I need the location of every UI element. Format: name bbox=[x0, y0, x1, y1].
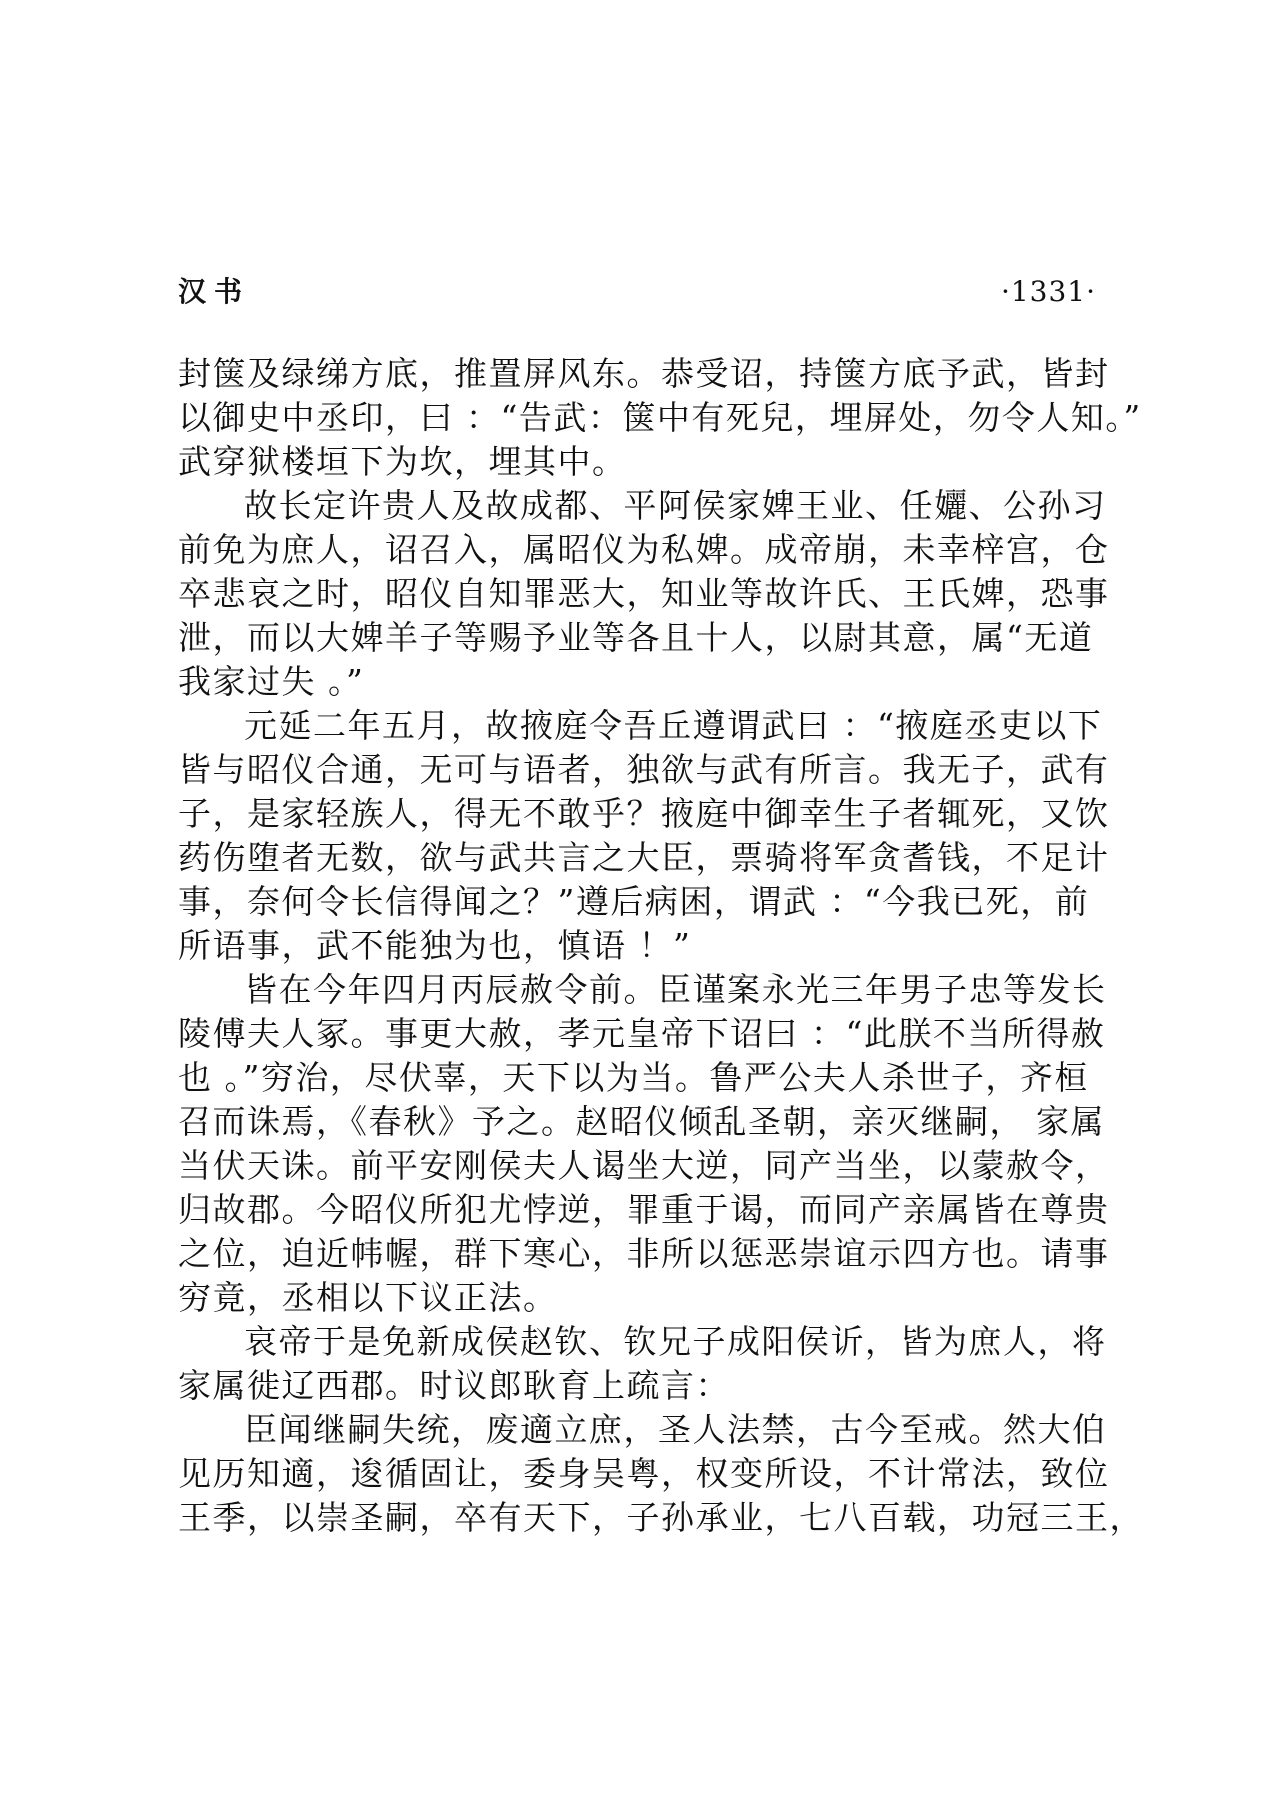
text-line: 臣闻继嗣失统，废適立庶，圣人法禁，古今至戒。然大伯 bbox=[244, 1410, 1107, 1449]
text-body bbox=[178, 352, 1144, 1540]
text-line: 前免为庶人，诏召入，属昭仪为私婢。成帝崩，未幸梓宫，仓 bbox=[178, 530, 1110, 569]
page-number: ·1331· bbox=[1000, 275, 1096, 308]
text-line: 卒悲哀之时，昭仪自知罪恶大，知业等故许氏、王氏婢，恐事 bbox=[178, 574, 1110, 613]
text-line: 皆与昭仪合通，无可与语者，独欲与武有所言。我无子，武有 bbox=[178, 750, 1110, 789]
text-line: 见历知適，逡循固让，委身吴粤，权变所设，不计常法，致位 bbox=[178, 1454, 1110, 1493]
text-line: 药伤堕者无数，欲与武共言之大臣，票骑将军贪耆钱，不足计 bbox=[178, 838, 1110, 877]
book-title: 汉书 bbox=[178, 275, 251, 308]
text-line: 以御史中丞印，曰 ：“告武：箧中有死兒，埋屏处，勿令人知。” bbox=[178, 398, 1142, 437]
text-line: 封箧及绿绨方底，推置屏风东。恭受诏，持箧方底予武，皆封 bbox=[178, 354, 1110, 393]
text-line: 也 。”穷治，尽伏辜，天下以为当。鲁严公夫人杀世子，齐桓 bbox=[178, 1058, 1089, 1097]
text-line: 子，是家轻族人，得无不敢乎？掖庭中御幸生子者辄死，又饮 bbox=[178, 794, 1110, 833]
text-line: 归故郡。今昭仪所犯尤悖逆，罪重于谒，而同产亲属皆在尊贵 bbox=[178, 1190, 1110, 1229]
text-line: 哀帝于是免新成侯赵钦、钦兄子成阳侯䜣，皆为庶人，将 bbox=[244, 1322, 1107, 1361]
page-header bbox=[178, 270, 1096, 314]
text-line: 当伏天诛。前平安刚侯夫人谒坐大逆，同产当坐，以蒙赦令， bbox=[178, 1146, 1110, 1185]
text-line: 召而诛焉，《春秋》予之。赵昭仪倾乱圣朝，亲灭继嗣， 家属 bbox=[178, 1102, 1105, 1141]
text-line: 故长定许贵人及故成都、平阿侯家婢王业、任孋、公孙习 bbox=[244, 486, 1107, 525]
text-line: 我家过失 。” bbox=[178, 662, 365, 701]
text-line: 所语事，武不能独为也，慎语 ！” bbox=[178, 926, 692, 965]
text-line: 王季，以崇圣嗣，卒有天下，子孙承业，七八百载，功冠三王， bbox=[178, 1498, 1144, 1537]
text-line: 陵傅夫人冢。事更大赦，孝元皇帝下诏曰 ：“此朕不当所得赦 bbox=[178, 1014, 1106, 1053]
text-line: 事，奈何令长信得闻之？”遵后病困，谓武 ：“今我已死，前 bbox=[178, 882, 1090, 921]
text-line: 穷竟，丞相以下议正法。 bbox=[178, 1278, 558, 1317]
text-line: 武穿狱楼垣下为坎，埋其中。 bbox=[178, 442, 627, 481]
text-line: 皆在今年四月丙辰赦令前。臣谨案永光三年男子忠等发长 bbox=[244, 970, 1107, 1009]
text-line: 元延二年五月，故掖庭令吾丘遵谓武曰 ：“掖庭丞吏以下 bbox=[244, 706, 1103, 745]
text-line: 泄，而以大婢羊子等赐予业等各且十人，以尉其意，属“无道 bbox=[178, 618, 1094, 657]
text-line: 家属徙辽西郡。时议郎耿育上疏言： bbox=[178, 1366, 730, 1405]
text-line: 之位，迫近帏幄，群下寒心，非所以惩恶崇谊示四方也。请事 bbox=[178, 1234, 1110, 1273]
